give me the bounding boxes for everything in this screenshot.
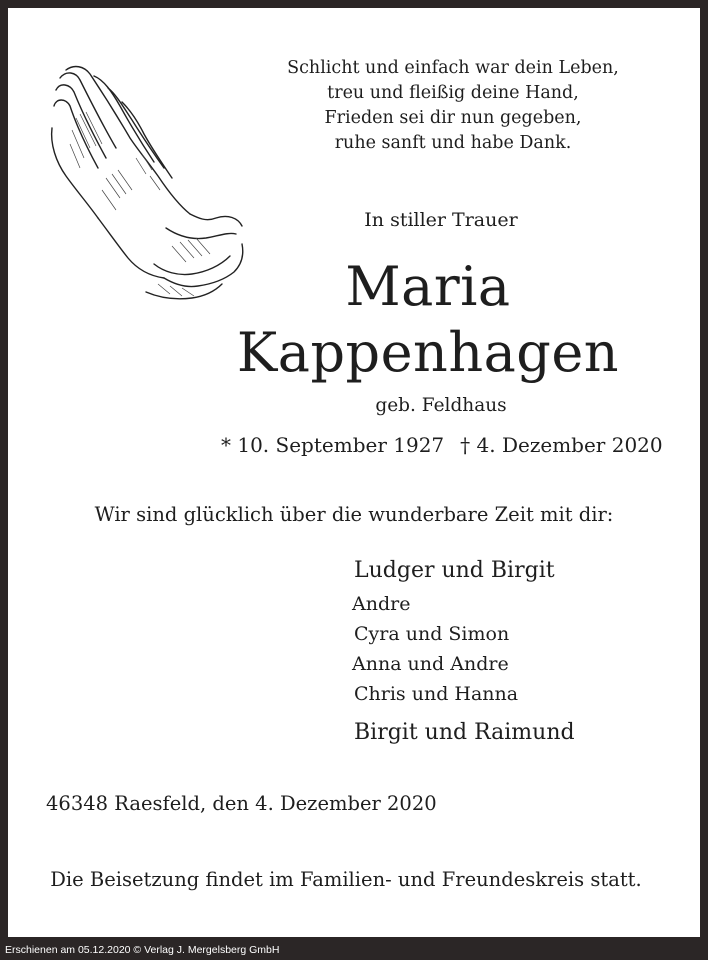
family-member: Andre bbox=[352, 593, 411, 615]
death-date: † 4. Dezember 2020 bbox=[460, 433, 663, 457]
poem bbox=[233, 56, 673, 156]
family-member: Anna und Andre bbox=[352, 653, 509, 675]
poem-line: ruhe sanft und habe Dank. bbox=[334, 133, 572, 153]
family-member: Cyra und Simon bbox=[354, 623, 510, 645]
gratitude-message: Wir sind glücklich über die wunderbare Zeit mit dir: bbox=[94, 503, 614, 526]
obituary-card bbox=[8, 8, 700, 937]
poem-line: Frieden sei dir nun gegeben, bbox=[324, 108, 582, 128]
poem-line: Schlicht und einfach war dein Leben, bbox=[287, 58, 619, 78]
deceased-last-name: Kappenhagen bbox=[236, 321, 620, 384]
family-group-2: Birgit und Raimund bbox=[354, 720, 575, 745]
mourning-intro: In stiller Trauer bbox=[364, 209, 518, 231]
maiden-name: geb. Feldhaus bbox=[375, 395, 507, 416]
birth-date: * 10. September 1927 bbox=[221, 433, 445, 457]
life-dates bbox=[221, 433, 663, 457]
place-date: 46348 Raesfeld, den 4. Dezember 2020 bbox=[46, 792, 437, 815]
burial-note: Die Beisetzung findet im Familien- und Freundeskreis statt. bbox=[50, 868, 642, 891]
publication-footer: Erschienen am 05.12.2020 © Verlag J. Mergelsberg GmbH bbox=[5, 944, 280, 956]
family-group-1: Ludger und Birgit bbox=[354, 558, 555, 583]
poem-line: treu und fleißig deine Hand, bbox=[327, 83, 579, 103]
deceased-first-name: Maria bbox=[345, 255, 511, 318]
family-member: Chris und Hanna bbox=[354, 683, 519, 705]
